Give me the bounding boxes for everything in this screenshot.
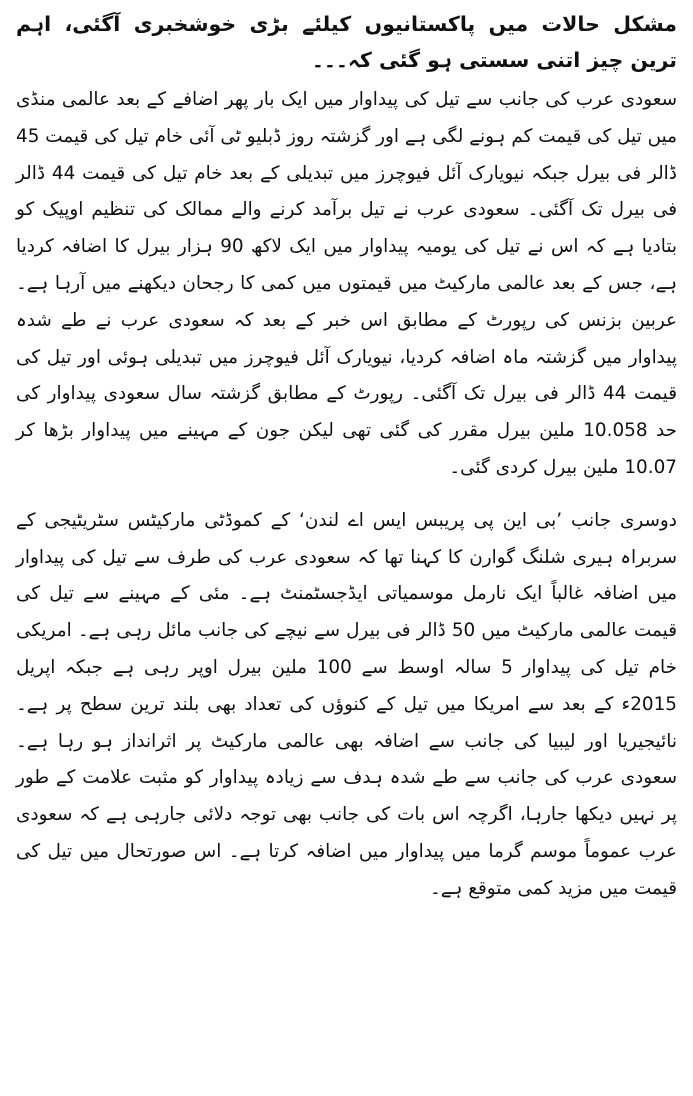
article-paragraph: دوسری جانب ’بی این پی پریبس ایس اے لندن‘ کے کموڈٹی مارکیٹس سٹریٹیجی کے سربراہ ہیری شلنگ گوارن کا کہنا تھا کہ سعودی عرب کی طرف سے تیل کی پیداوار میں اضافہ غالباً ایک نارمل موسمیاتی ایڈجسٹمنٹ ہے۔ مئی کے مہینے سے تیل کی قیمت عالمی مارکیٹ میں 50 ڈالر فی بیرل سے نیچے کی جانب مائل رہی ہے۔ امریکی خام تیل کی پیداوار 5 سالہ اوسط سے 100 ملین بیرل اوپر رہی ہے جبکہ اپریل 2015ء کے بعد سے امریکا میں تیل کے کنوؤں کی تعداد بھی بلند ترین سطح پر ہے۔ نائیجیریا اور لیبیا کی جانب سے اضافہ بھی عالمی مارکیٹ پر اثرانداز ہو رہا ہے۔ سعودی عرب کی جانب سے طے شدہ ہدف سے زیادہ پیداوار کو مثبت علامت کے طور پر نہیں دیکھا جارہا، اگرچہ اس بات کی جانب بھی توجہ دلائی جارہی ہے کہ سعودی عرب عموماً موسم گرما میں پیداوار میں اضافہ کرتا ہے۔ اس صورتحال میں تیل کی قیمت میں مزید کمی متوقع ہے۔: [16, 509, 677, 899]
article-headline: مشکل حالات میں پاکستانیوں کیلئے بڑی خوشخبری آگئی، اہم ترین چیز اتنی سستی ہو گئی کہ۔۔۔: [16, 12, 677, 72]
article-paragraph: سعودی عرب کی جانب سے تیل کی پیداوار میں ایک بار پھر اضافے کے بعد عالمی منڈی میں تیل کی قیمت کم ہونے لگی ہے اور گزشتہ روز ڈبلیو ٹی آئی خام تیل کی قیمت 45 ڈالر فی بیرل جبکہ نیویارک آئل فیوچرز میں تبدیلی کے بعد خام تیل کی قیمت 44 ڈالر فی بیرل تک آگئی۔ سعودی عرب نے تیل برآمد کرنے والے ممالک کی تنظیم اوپیک کو بتادیا ہے کہ اس نے تیل کی یومیہ پیداوار میں ایک لاکھ 90 ہزار بیرل کا اضافہ کردیا ہے، جس کے بعد عالمی مارکیٹ میں قیمتوں میں کمی کا رجحان دیکھنے میں آرہا ہے۔ عربین بزنس کی رپورٹ کے مطابق اس خبر کے بعد کہ سعودی عرب نے طے شدہ پیداوار میں گزشتہ ماہ اضافہ کردیا، نیویارک آئل فیوچرز میں تبدیلی ہوئی اور تیل کی قیمت 44 ڈالر فی بیرل تک آگئی۔ رپورٹ کے مطابق گزشتہ سال سعودی پیداوار کی حد 10.058 ملین بیرل مقرر کی گئی تھی لیکن جون کے مہینے میں پیداوار بڑھا کر 10.07 ملین بیرل کردی گئی۔: [16, 89, 677, 478]
